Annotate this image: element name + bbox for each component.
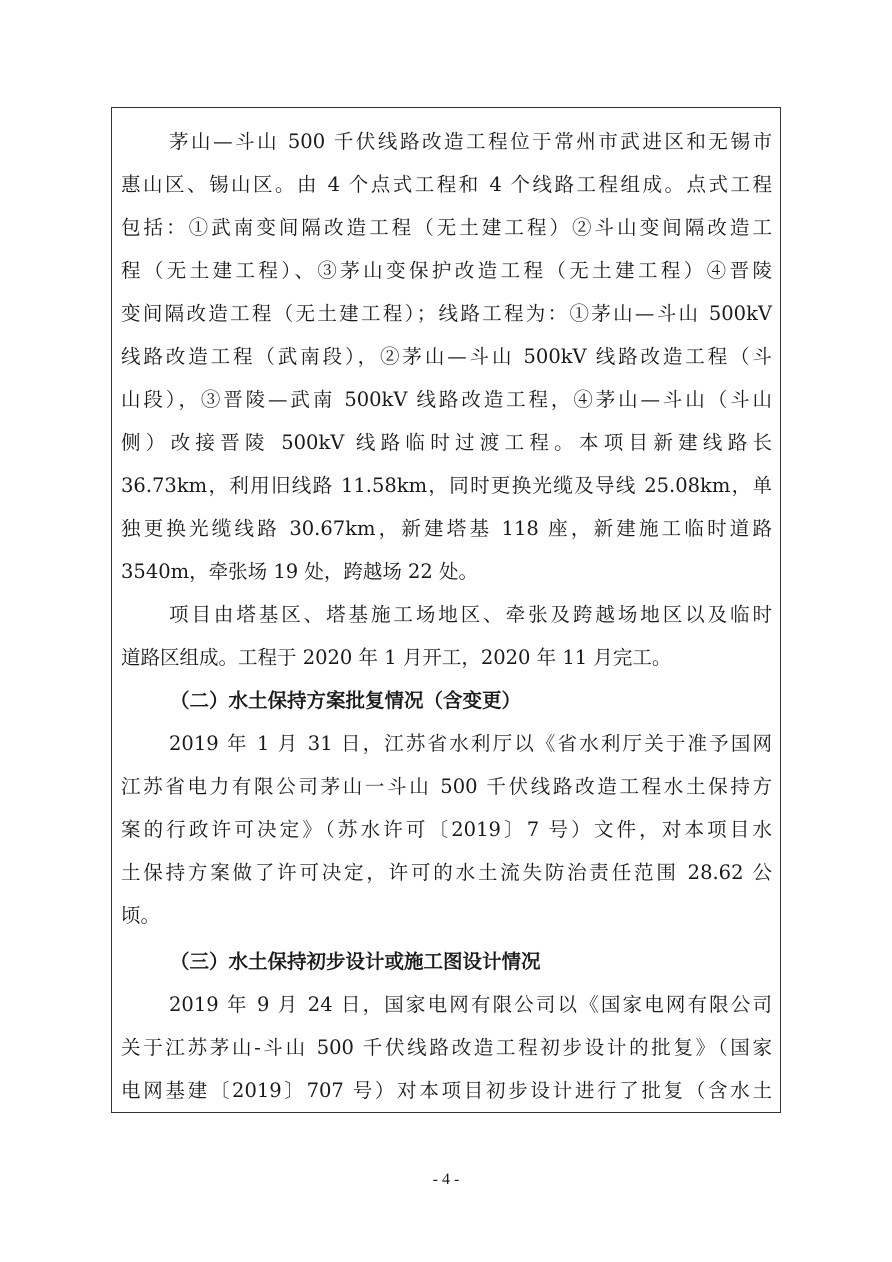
text-line: 土保持方案做了许可决定，许可的水土流失防治责任范围 28.62 公	[121, 861, 772, 884]
text-line: 项目由塔基区、塔基施工场地区、牵张及跨越场地区以及临时	[169, 603, 772, 626]
text-line: 3540m，牵张场 19 处，跨越场 22 处。	[121, 560, 479, 583]
section-heading: （三）水土保持初步设计或施工图设计情况	[170, 950, 541, 973]
text-line: 36.73km，利用旧线路 11.58km，同时更换光缆及导线 25.08km，单	[121, 474, 772, 497]
text-line: 2019 年 1 月 31 日，江苏省水利厅以《省水利厅关于准予国网	[169, 732, 772, 755]
text-line: 线路改造工程（武南段），②茅山—斗山 500kV 线路改造工程（斗	[121, 345, 772, 368]
page-number: - 4 -	[432, 1171, 460, 1188]
text-line: 程（无土建工程）、③茅山变保护改造工程（无土建工程）④晋陵	[121, 259, 772, 282]
text-line: 包括：①武南变间隔改造工程（无土建工程）②斗山变间隔改造工	[121, 216, 772, 239]
text-line: 山段），③晋陵—武南 500kV 线路改造工程，④茅山—斗山（斗山	[121, 388, 772, 411]
text-line: 案的行政许可决定》（苏水许可〔2019〕7 号）文件，对本项目水	[121, 818, 772, 841]
text-line: 惠山区、锡山区。由 4 个点式工程和 4 个线路工程组成。点式工程	[121, 173, 772, 196]
text-line: 江苏省电力有限公司茅山一斗山 500 千伏线路改造工程水土保持方	[121, 775, 772, 798]
document-frame	[111, 107, 781, 1113]
text-line: 侧）改接晋陵 500kV 线路临时过渡工程。本项目新建线路长	[121, 431, 772, 454]
text-line: 顷。	[121, 904, 161, 927]
text-line: 关于江苏茅山-斗山 500 千伏线路改造工程初步设计的批复》（国家	[121, 1036, 772, 1059]
text-line: 电网基建〔2019〕707 号）对本项目初步设计进行了批复（含水土	[121, 1079, 772, 1102]
text-line: 2019 年 9 月 24 日，国家电网有限公司以《国家电网有限公司	[169, 993, 772, 1016]
section-heading: （二）水土保持方案批复情况（含变更）	[170, 689, 522, 712]
text-line: 道路区组成。工程于 2020 年 1 月开工，2020 年 11 月完工。	[121, 646, 672, 669]
text-line: 茅山—斗山 500 千伏线路改造工程位于常州市武进区和无锡市	[169, 130, 772, 153]
text-line: 独更换光缆线路 30.67km，新建塔基 118 座，新建施工临时道路	[121, 517, 772, 540]
text-line: 变间隔改造工程（无土建工程）；线路工程为：①茅山—斗山 500kV	[121, 302, 772, 325]
